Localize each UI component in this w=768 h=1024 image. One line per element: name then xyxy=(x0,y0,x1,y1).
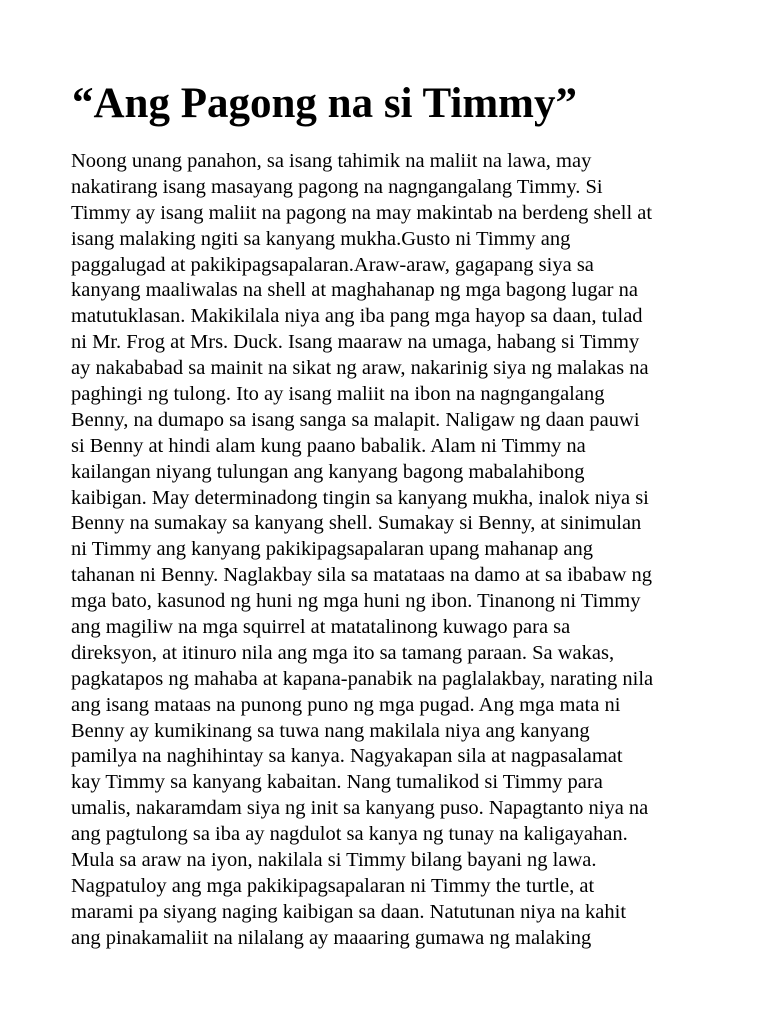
text-line: paghingi ng tulong. Ito ay isang maliit na ibon na nagngangalang xyxy=(71,383,605,406)
text-line: si Benny at hindi alam kung paano babalik. Alam ni Timmy na xyxy=(71,434,586,457)
text-line: ni Timmy ang kanyang pakikipagsapalaran upang mahanap ang xyxy=(71,538,594,561)
text-line: pamilya na naghihintay sa kanya. Nagyakapan sila at nagpasalamat xyxy=(71,745,623,768)
text-line: Nagpatuloy ang mga pakikipagsapalaran ni Timmy the turtle, at xyxy=(71,874,595,897)
text-line: pagkatapos ng mahaba at kapana-panabik na paglalakbay, narating nila xyxy=(71,667,654,690)
text-line: ang pagtulong sa iba ay nagdulot sa kanya ng tunay na kaligayahan. xyxy=(71,823,628,846)
text-line: Benny ay kumikinang sa tuwa nang makilala niya ang kanyang xyxy=(71,719,590,742)
text-line: nakatirang isang masayang pagong na nagngangalang Timmy. Si xyxy=(71,175,603,198)
text-line: Mula sa araw na iyon, nakilala si Timmy bilang bayani ng lawa. xyxy=(71,849,597,872)
text-line: kay Timmy sa kanyang kabaitan. Nang tumalikod si Timmy para xyxy=(71,771,603,794)
text-line: kanyang maaliwalas na shell at maghahanap ng mga bagong lugar na xyxy=(71,279,638,302)
text-line: Noong unang panahon, sa isang tahimik na maliit na lawa, may xyxy=(71,150,592,172)
text-line: matutuklasan. Makikilala niya ang iba pang mga hayop sa daan, tulad xyxy=(71,305,643,328)
text-line: ay nakababad sa mainit na sikat ng araw, nakarinig siya ng malakas na xyxy=(71,357,649,380)
text-line: ang pinakamaliit na nilalang ay maaaring gumawa ng malaking xyxy=(71,926,592,949)
text-line: ni Mr. Frog at Mrs. Duck. Isang maaraw na umaga, habang si Timmy xyxy=(71,331,640,354)
page-title: “Ang Pagong na si Timmy” xyxy=(72,80,577,127)
text-line: umalis, nakaramdam siya ng init sa kanyang puso. Napagtanto niya na xyxy=(71,797,649,820)
text-line: ang isang mataas na punong puno ng mga pugad. Ang mga mata ni xyxy=(71,693,621,716)
text-line: Timmy ay isang maliit na pagong na may makintab na berdeng shell at xyxy=(71,201,653,224)
text-line: ang magiliw na mga squirrel at matatalinong kuwago para sa xyxy=(71,616,571,639)
text-line: kailangan niyang tulungan ang kanyang bagong mabalahibong xyxy=(71,460,585,483)
text-line: direksyon, at itinuro nila ang mga ito sa tamang paraan. Sa wakas, xyxy=(71,641,615,664)
text-line: tahanan ni Benny. Naglakbay sila sa matataas na damo at sa ibabaw ng xyxy=(71,564,653,587)
text-line: mga bato, kasunod ng huni ng mga huni ng ibon. Tinanong ni Timmy xyxy=(71,590,641,613)
story-body xyxy=(71,149,711,952)
text-line: paggalugad at pakikipagsapalaran.Araw-araw, gagapang siya sa xyxy=(71,253,594,276)
text-line: isang malaking ngiti sa kanyang mukha.Gusto ni Timmy ang xyxy=(71,227,571,250)
text-line: Benny, na dumapo sa isang sanga sa malapit. Naligaw ng daan pauwi xyxy=(71,408,640,431)
text-line: marami pa siyang naging kaibigan sa daan. Natutunan niya na kahit xyxy=(71,900,627,923)
text-line: Benny na sumakay sa kanyang shell. Sumakay si Benny, at sinimulan xyxy=(71,512,642,535)
text-line: kaibigan. May determinadong tingin sa kanyang mukha, inalok niya si xyxy=(71,486,649,509)
